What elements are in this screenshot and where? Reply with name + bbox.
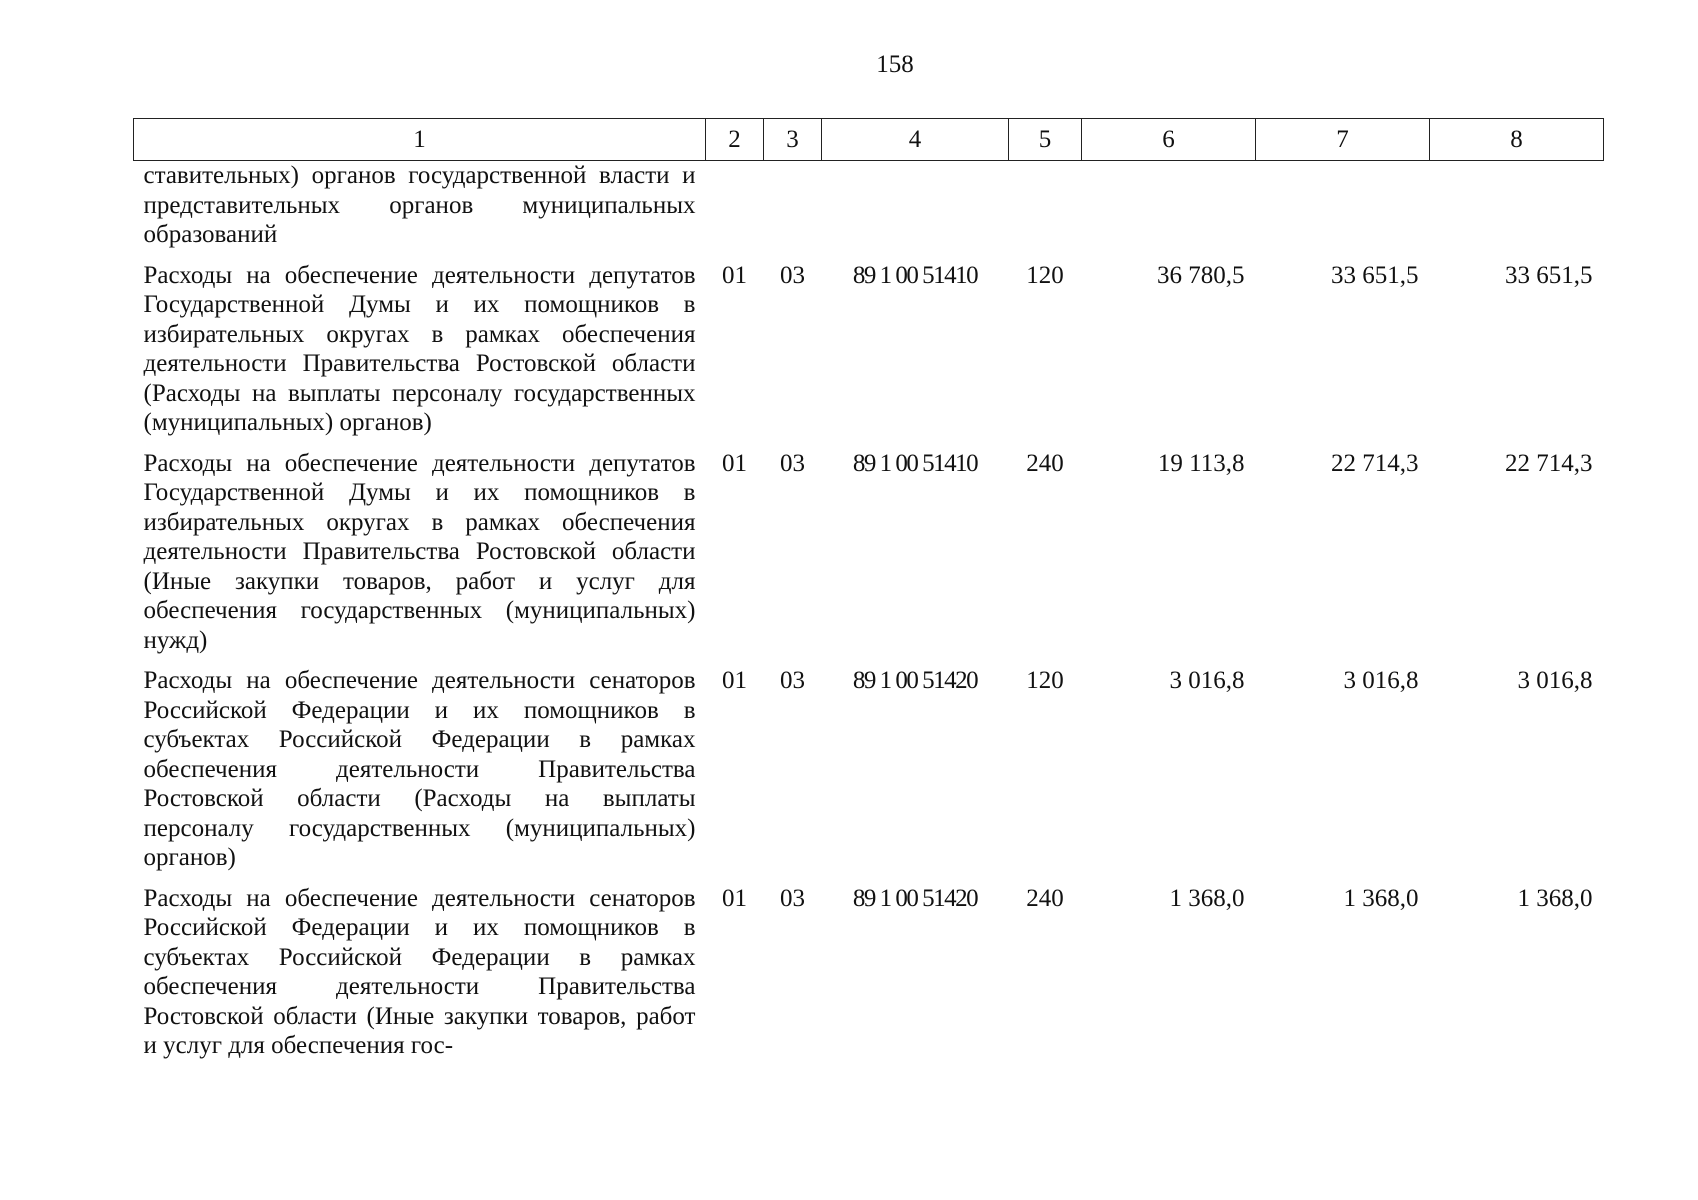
expense-description: ставительных) органов государственной власти и представительных органов муниципальных образований [143,162,696,248]
section-code: 01 [722,261,747,289]
column-header: 5 [1009,119,1082,161]
amount-col-7: 22 714,3 [1331,449,1419,477]
header-row [134,119,1604,161]
section-code [706,161,764,260]
expense-type-code: 240 [1026,884,1064,912]
amount-col-7: 33 651,5 [1331,261,1419,289]
subsection-code: 03 [780,449,805,477]
column-header: 6 [1082,119,1256,161]
amount-col-8: 33 651,5 [1505,261,1593,289]
expense-description: Расходы на обеспечение деятельности депутатов Государственной Думы и их помощников в избирательных округах в рамках обеспечения деятельности Правительства Ростовской области (Иные закупки товаров, работ и услуг для обеспечения государственных (муниципальных) нужд) [143,449,696,654]
table-row [134,665,1604,883]
amount-col-8: 3 016,8 [1517,667,1593,694]
section-code: 01 [722,449,747,477]
expense-type-code: 120 [1026,667,1064,694]
table-row [134,448,1604,666]
expense-description: Расходы на обеспечение деятельности сенаторов Российской Федерации и их помощников в субъектах Российской Федерации в рамках обеспечения деятельности Правительства Ростовской области (Иные закупки товаров, работ и услуг для обеспечения гос- [143,884,696,1059]
subsection-code: 03 [780,667,805,694]
column-header: 4 [822,119,1009,161]
amount-col-8: 22 714,3 [1505,449,1593,477]
expense-type-code: 240 [1026,449,1064,477]
table-row [134,161,1604,260]
target-article-code [822,161,1009,260]
page-number: 158 [876,51,914,78]
amount-col-7: 3 016,8 [1343,667,1419,694]
subsection-code: 03 [780,261,805,289]
expense-type-code: 120 [1026,261,1064,289]
table-row [134,260,1604,448]
amount-col-6: 36 780,5 [1157,261,1245,289]
amount-col-8 [1430,161,1604,260]
column-header: 1 [134,119,706,161]
column-header: 8 [1430,119,1604,161]
amount-col-6: 1 368,0 [1169,884,1245,912]
amount-col-8: 1 368,0 [1517,884,1593,912]
section-code: 01 [722,884,747,912]
amount-col-6: 19 113,8 [1157,449,1245,477]
target-article-code: 89 1 00 51420 [852,884,978,912]
amount-col-6 [1082,161,1256,260]
expense-description: Расходы на обеспечение деятельности депутатов Государственной Думы и их помощников в избирательных округах в рамках обеспечения деятельности Правительства Ростовской области (Расходы на выплаты персоналу государственных (муниципальных) органов) [143,261,696,436]
table-row [134,883,1604,1071]
budget-table [133,118,1604,1071]
target-article-code: 89 1 00 51410 [852,261,978,289]
section-code: 01 [722,667,747,694]
expense-description: Расходы на обеспечение деятельности сенаторов Российской Федерации и их помощников в субъектах Российской Федерации в рамках обеспечения деятельности Правительства Ростовской области (Расходы на выплаты персоналу государственных (муниципальных) органов) [143,667,696,871]
subsection-code: 03 [780,884,805,912]
subsection-code [764,161,822,260]
expense-type-code [1009,161,1082,260]
amount-col-6: 3 016,8 [1169,667,1245,694]
column-header: 2 [706,119,764,161]
amount-col-7 [1256,161,1430,260]
column-header: 3 [764,119,822,161]
target-article-code: 89 1 00 51410 [852,449,978,477]
column-header: 7 [1256,119,1430,161]
amount-col-7: 1 368,0 [1343,884,1419,912]
target-article-code: 89 1 00 51420 [852,667,978,694]
